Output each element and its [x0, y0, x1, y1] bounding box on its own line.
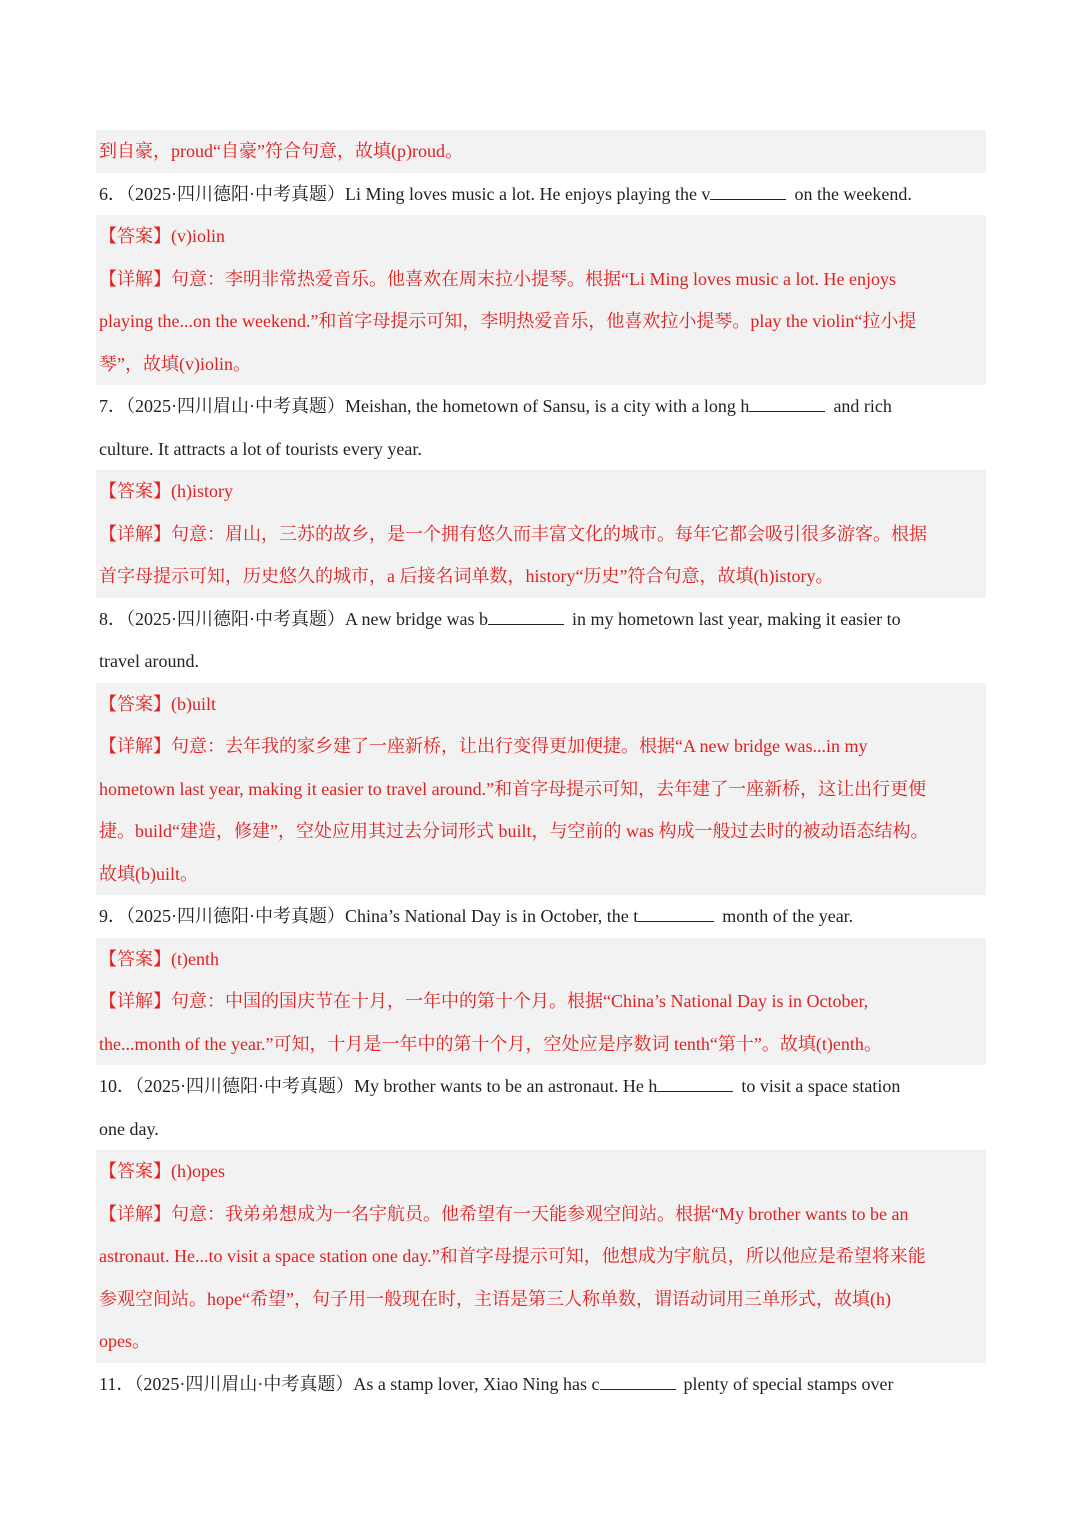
- explanation-line: 到自豪，proud“自豪”符合句意，故填(p)roud。: [96, 130, 986, 173]
- question-11-line: 11．（2025·四川眉山·中考真题）As a stamp lover, Xiao Ning has c plenty of special stamps over: [96, 1363, 986, 1406]
- document-page: [96, 130, 986, 1405]
- explanation-line: 捷。build“建造，修建”，空处应用其过去分词形式 built，与空前的 was 构成一般过去时的被动语态结构。: [96, 810, 986, 853]
- explanation-line: the...month of the year.”可知，十月是一年中的第十个月，空处应是序数词 tenth“第十”。故填(t)enth。: [96, 1023, 986, 1066]
- explanation-line: 【详解】句意：我弟弟想成为一名宇航员。他希望有一天能参观空间站。根据“My brother wants to be an: [96, 1193, 986, 1236]
- question-10-line: one day.: [99, 1118, 159, 1139]
- question-8-line: 8．（2025·四川德阳·中考真题）A new bridge was b in my hometown last year, making it easier to: [96, 598, 986, 641]
- explanation-line: astronaut. He...to visit a space station one day.”和首字母提示可知，他想成为宇航员，所以他应是希望将来能: [96, 1235, 986, 1278]
- explanation-line: 【详解】句意：中国的国庆节在十月，一年中的第十个月。根据“China’s National Day is in October,: [96, 980, 986, 1023]
- answer-blank: [749, 393, 825, 412]
- explanation-line: hometown last year, making it easier to travel around.”和首字母提示可知，去年建了一座新桥，这让出行更便: [96, 768, 986, 811]
- explanation-line: opes。: [96, 1320, 986, 1363]
- answer-line: 【答案】(b)uilt: [96, 683, 986, 726]
- answer-blank: [488, 606, 564, 625]
- explanation-line: 首字母提示可知，历史悠久的城市，a 后接名词单数，history“历史”符合句意，故填(h)istory。: [96, 555, 986, 598]
- explanation-line: 【详解】句意：眉山，三苏的故乡，是一个拥有悠久而丰富文化的城市。每年它都会吸引很多游客。根据: [96, 513, 986, 556]
- question-7-line: 7．（2025·四川眉山·中考真题）Meishan, the hometown of Sansu, is a city with a long h and rich: [96, 385, 986, 428]
- question-7-line: culture. It attracts a lot of tourists every year.: [99, 438, 422, 459]
- answer-line: 【答案】(h)opes: [96, 1150, 986, 1193]
- answer-line: 【答案】(h)istory: [96, 470, 986, 513]
- question-6-line: 6．（2025·四川德阳·中考真题）Li Ming loves music a lot. He enjoys playing the v on the weekend.: [96, 173, 986, 216]
- explanation-line: 【详解】句意：去年我的家乡建了一座新桥，让出行变得更加便捷。根据“A new bridge was...in my: [96, 725, 986, 768]
- explanation-line: 【详解】句意：李明非常热爱音乐。他喜欢在周末拉小提琴。根据“Li Ming loves music a lot. He enjoys: [96, 258, 986, 301]
- answer-blank: [657, 1073, 733, 1092]
- answer-line: 【答案】(v)iolin: [96, 215, 986, 258]
- explanation-line: 故填(b)uilt。: [96, 853, 986, 896]
- question-8-line: travel around.: [99, 651, 199, 671]
- answer-blank: [600, 1371, 676, 1390]
- explanation-line: 参观空间站。hope“希望”，句子用一般现在时，主语是第三人称单数，谓语动词用三单形式，故填(h): [96, 1278, 986, 1321]
- answer-blank: [638, 903, 714, 922]
- answer-line: 【答案】(t)enth: [96, 938, 986, 981]
- question-9-line: 9．（2025·四川德阳·中考真题）China’s National Day is in October, the t month of the year.: [96, 895, 986, 938]
- answer-blank: [710, 181, 786, 200]
- explanation-line: 琴”，故填(v)iolin。: [96, 343, 986, 386]
- explanation-line: playing the...on the weekend.”和首字母提示可知，李明热爱音乐，他喜欢拉小提琴。play the violin“拉小提: [96, 300, 986, 343]
- question-10-line: 10．（2025·四川德阳·中考真题）My brother wants to be an astronaut. He h to visit a space station: [96, 1065, 986, 1108]
